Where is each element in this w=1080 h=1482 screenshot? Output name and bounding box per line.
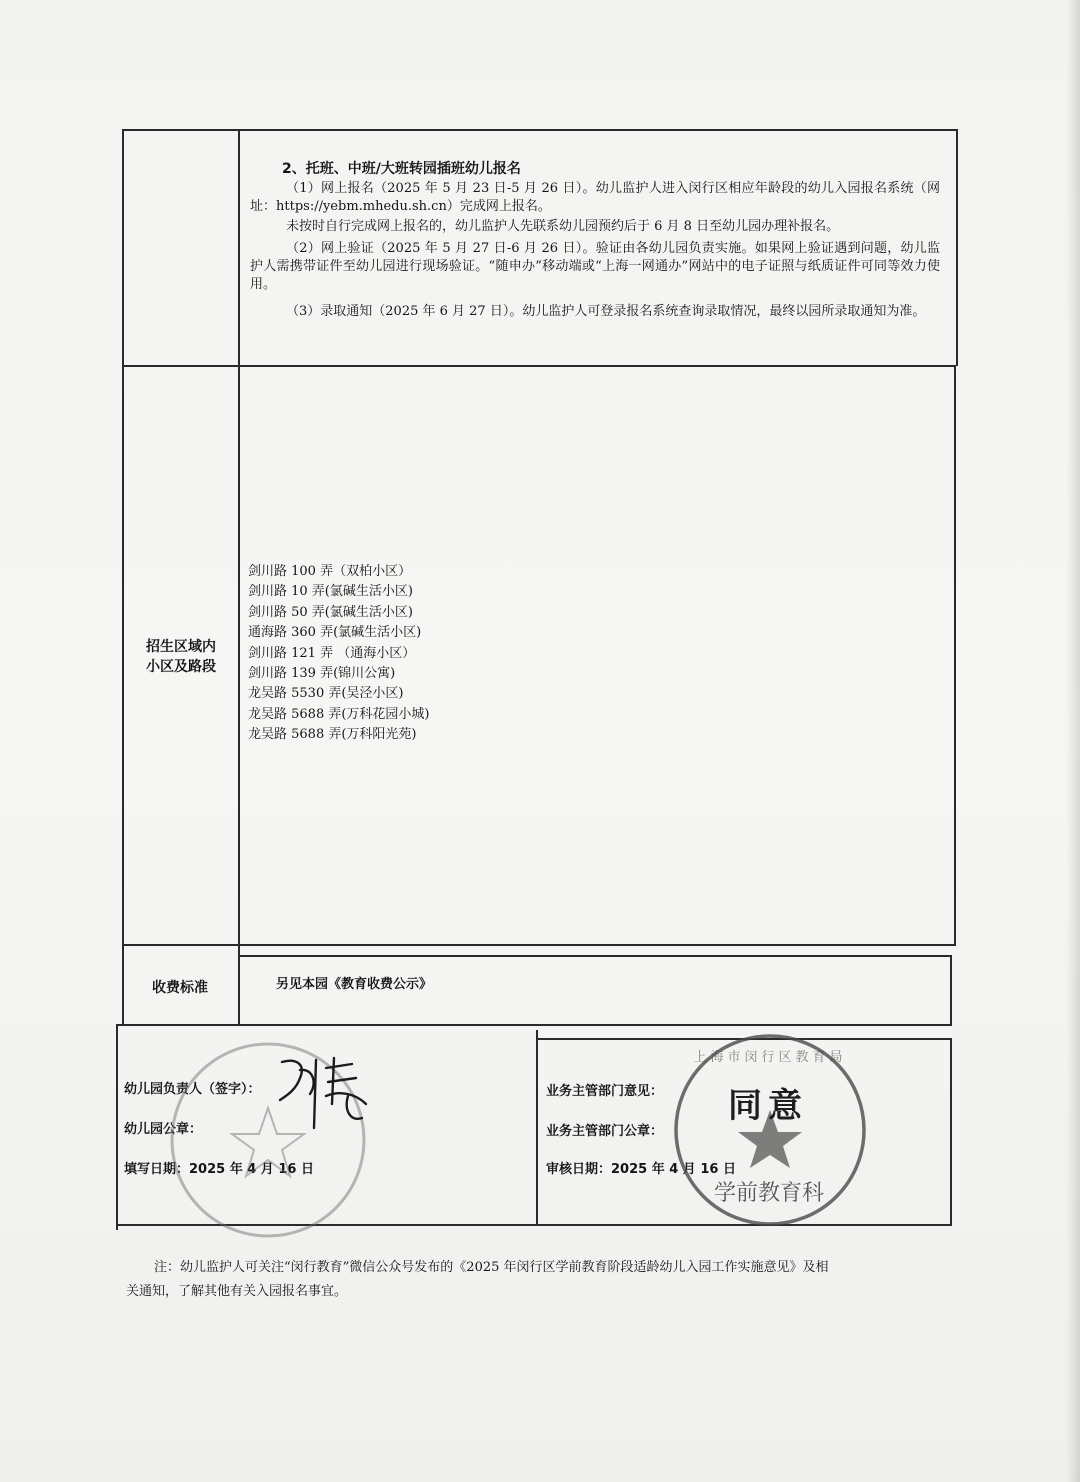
section-title: 2、托班、中班/大班转园插班幼儿报名 <box>282 161 521 177</box>
address-item: 剑川路 100 弄（双柏小区） <box>248 564 412 579</box>
district-label-line1: 招生区域内 <box>146 639 216 655</box>
kindergarten-seal-stamp <box>172 1044 364 1236</box>
paragraph-online-verification: （2）网上验证（2025 年 5 月 27 日-6 月 26 日）。验证由各幼儿园负责实施。如果网上验证遇到问题，幼儿监护人需携带证件至幼儿园进行现场验证。“随申办”移动端或“上海一网通办”网站中的电子证照与纸质证件可同等效力使用。 <box>250 241 940 292</box>
principal-signature-label: 幼儿园负责人（签字）： <box>124 1082 261 1097</box>
address-item: 龙吴路 5688 弄(万科花园小城) <box>248 706 430 722</box>
address-item: 龙吴路 5688 弄(万科阳光苑) <box>248 727 417 743</box>
fill-date: 填写日期：2025 年 4 月 16 日 <box>124 1162 314 1177</box>
paragraph-late-registration: 未按时自行完成网上报名的，幼儿监护人先联系幼儿园预约后于 6 月 8 日至幼儿园办理补报名。 <box>286 219 840 234</box>
address-item: 剑川路 121 弄 （通海小区） <box>248 645 416 661</box>
kindergarten-seal-label: 幼儿园公章： <box>124 1122 203 1137</box>
address-item: 剑川路 50 弄(氯碱生活小区) <box>248 604 413 620</box>
approve-stamp-text: 同意 <box>728 1086 808 1126</box>
address-item: 龙吴路 5530 弄(吴泾小区) <box>248 686 404 702</box>
footnote-line2: 关通知，了解其他有关入园报名事宜。 <box>126 1284 348 1299</box>
district-label-line2: 小区及路段 <box>146 659 216 675</box>
department-stamp-text: 学前教育科 <box>714 1181 825 1206</box>
address-item: 剑川路 10 弄(氯碱生活小区) <box>248 584 413 600</box>
department-opinion-label: 业务主管部门意见： <box>546 1084 664 1099</box>
fee-text: 另见本园《教育收费公示》 <box>276 977 433 992</box>
fee-label: 收费标准 <box>152 980 208 996</box>
address-item: 通海路 360 弄(氯碱生活小区) <box>248 625 422 641</box>
paragraph-admission-notice: （3）录取通知（2025 年 6 月 27 日）。幼儿监护人可登录报名系统查询录取情况，最终以园所录取通知为准。 <box>286 304 926 319</box>
department-seal-label: 业务主管部门公章： <box>546 1124 664 1139</box>
address-item: 剑川路 139 弄(锦川公寓) <box>248 666 396 682</box>
department-seal-ring-text: 上海市闵行区教育局 <box>693 1050 847 1065</box>
seal-star-icon <box>232 1108 304 1176</box>
review-date: 审核日期：2025 年 4 月 16 日 <box>546 1162 736 1177</box>
footnote-line1: 注：幼儿监护人可关注“闵行教育”微信公众号发布的《2025 年闵行区学前教育阶段适龄幼儿入园工作实施意见》及相 <box>154 1260 829 1275</box>
paragraph-online-registration: （1）网上报名（2025 年 5 月 23 日-5 月 26 日）。幼儿监护人进入闵行区相应年龄段的幼儿入园报名系统（网址：https://yebm.mhedu.sh.cn）完成网上报名。 <box>250 181 940 214</box>
